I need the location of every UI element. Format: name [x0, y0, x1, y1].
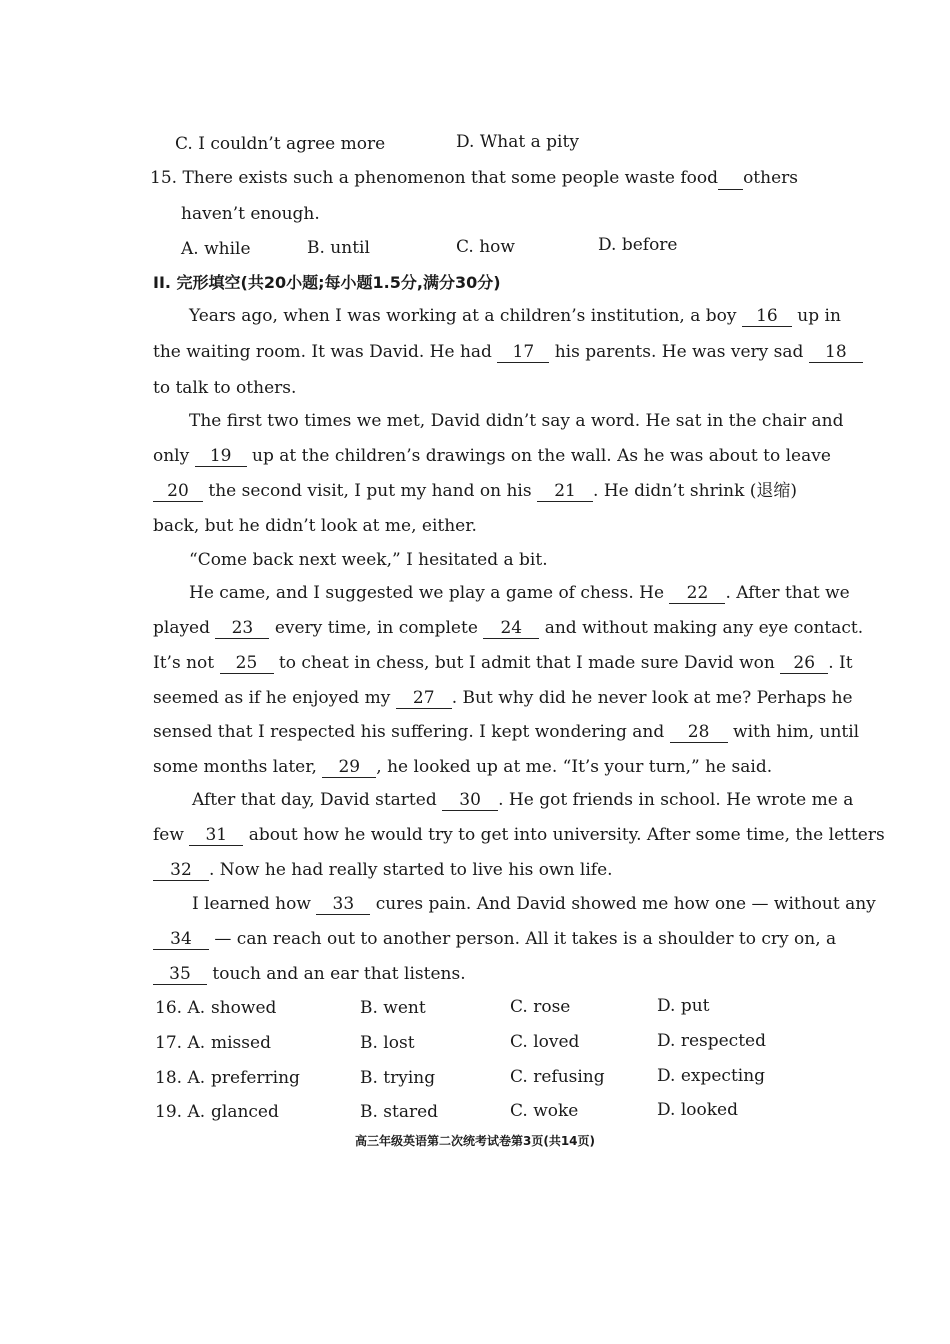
q17-option-a: missed [211, 1033, 271, 1053]
q15-stem-line1 [150, 166, 798, 190]
q15-option-d: D. before [598, 235, 678, 255]
text: and without making any eye contact. [544, 618, 864, 638]
p5-line2 [153, 823, 885, 847]
text: . Now he had really started to live his own life. [209, 860, 613, 880]
blank-25: 25 [220, 653, 274, 674]
text: only [153, 446, 190, 466]
text: some months later, [153, 757, 317, 777]
section-title: II. 完形填空(共20小题;每小题1.5分,满分30分) [153, 273, 501, 292]
p2-line1: The first two times we met, David didn’t say a word. He sat in the chair and [189, 411, 844, 431]
page-footer: 高三年级英语第二次统考试卷第3页(共14页) [354, 1134, 596, 1148]
q17-option-d: D. respected [657, 1031, 766, 1051]
text: up at the children’s drawings on the wall. As he was about to leave [252, 446, 831, 466]
blank-22: 22 [669, 583, 725, 604]
q15-stem-end: others [743, 168, 798, 188]
blank-31: 31 [189, 825, 243, 846]
p4-line4 [153, 686, 853, 710]
q14-option-d: D. What a pity [456, 132, 579, 152]
text: . It [828, 653, 853, 673]
q16-option-a: showed [211, 998, 277, 1018]
text: to cheat in chess, but I admit that I made sure David won [278, 653, 775, 673]
p4-line2 [153, 616, 863, 640]
text: with him, until [733, 722, 860, 742]
text: sensed that I respected his suffering. I kept wondering and [153, 722, 665, 742]
p6-line2 [153, 927, 836, 951]
p5-line1 [192, 788, 853, 812]
text: about how he would try to get into university. After some time, the letters [248, 825, 885, 845]
blank-33: 33 [316, 894, 370, 915]
blank-26: 26 [780, 653, 828, 674]
text: — can reach out to another person. All it takes is a shoulder to cry on, a [214, 929, 837, 949]
q16-option-d: D. put [657, 996, 710, 1016]
blank-16: 16 [742, 306, 792, 327]
q17-num: 17. A. [155, 1033, 206, 1053]
p5-line3 [153, 858, 613, 882]
blank-30: 30 [442, 790, 498, 811]
text: Years ago, when I was working at a children’s institution, a boy [189, 306, 737, 326]
text: the second visit, I put my hand on his [208, 481, 532, 501]
p6-line1 [192, 892, 876, 916]
p1-line3: to talk to others. [153, 378, 297, 398]
q18-num: 18. A. [155, 1068, 206, 1088]
blank-23: 23 [215, 618, 269, 639]
blank-17: 17 [497, 342, 549, 363]
blank-19: 19 [195, 446, 247, 467]
blank-35: 35 [153, 964, 207, 985]
blank-29: 29 [322, 757, 376, 778]
q19-option-b: B. stared [360, 1102, 439, 1122]
q17-option-c: C. loved [510, 1032, 580, 1052]
text: touch and an ear that listens. [212, 964, 466, 984]
q15-option-b: B. until [307, 238, 370, 258]
text: After that day, David started [192, 790, 437, 810]
text: his parents. He was very sad [554, 342, 804, 362]
q15-stem-start: 15. There exists such a phenomenon that some people waste food [150, 168, 719, 188]
text: up in [797, 306, 841, 326]
blank-24: 24 [483, 618, 539, 639]
p2-line4: back, but he didn’t look at me, either. [153, 516, 477, 536]
p4-line3 [153, 651, 853, 675]
q17-option-b: B. lost [360, 1033, 415, 1053]
text: few [153, 825, 184, 845]
text: the waiting room. It was David. He had [153, 342, 492, 362]
q15-option-a: A. while [181, 239, 251, 259]
blank-27: 27 [396, 688, 452, 709]
q15-option-c: C. how [456, 237, 515, 257]
text: seemed as if he enjoyed my [153, 688, 391, 708]
blank-20: 20 [153, 481, 203, 502]
p2-line3 [153, 479, 797, 503]
text: . He got friends in school. He wrote me a [498, 790, 854, 810]
q19-option-d: D. looked [657, 1100, 738, 1120]
text: . After that we [725, 583, 850, 603]
q19-option-c: C. woke [510, 1101, 579, 1121]
q18-option-b: B. trying [360, 1068, 436, 1088]
q16-option-c: C. rose [510, 997, 571, 1017]
text: . But why did he never look at me? Perhaps he [451, 688, 853, 708]
text: every time, in complete [274, 618, 478, 638]
p4-line6 [153, 755, 772, 779]
text: He came, and I suggested we play a game of chess. He [189, 583, 665, 603]
q18-option-c: C. refusing [510, 1067, 605, 1087]
blank-18: 18 [809, 342, 863, 363]
blank-34: 34 [153, 929, 209, 950]
p4-line1 [189, 581, 850, 605]
q18-option-d: D. expecting [657, 1066, 766, 1086]
blank-21: 21 [537, 481, 593, 502]
p6-line3 [153, 962, 466, 986]
q19-option-a: glanced [211, 1102, 279, 1122]
blank-32: 32 [153, 860, 209, 881]
q14-option-c: C. I couldn’t agree more [175, 134, 386, 154]
text: I learned how [192, 894, 311, 914]
p2-line2 [153, 444, 831, 468]
q18-option-a: preferring [211, 1068, 300, 1088]
q19-num: 19. A. [155, 1102, 206, 1122]
q16-option-b: B. went [360, 998, 426, 1018]
text: It’s not [153, 653, 215, 673]
text: , he looked up at me. “It’s your turn,” he said. [376, 757, 773, 777]
q16-num: 16. A. [155, 998, 206, 1018]
q15-stem-line2: haven’t enough. [181, 204, 320, 224]
blank-28: 28 [670, 722, 728, 743]
p1-line2 [153, 340, 863, 364]
p1-line1 [189, 304, 841, 328]
p3-line1: “Come back next week,” I hesitated a bit. [189, 550, 548, 570]
q15-blank [718, 166, 743, 190]
p4-line5 [153, 720, 859, 744]
text: . He didn’t shrink (退缩) [593, 481, 798, 501]
text: cures pain. And David showed me how one — without any [375, 894, 876, 914]
text: played [153, 618, 211, 638]
